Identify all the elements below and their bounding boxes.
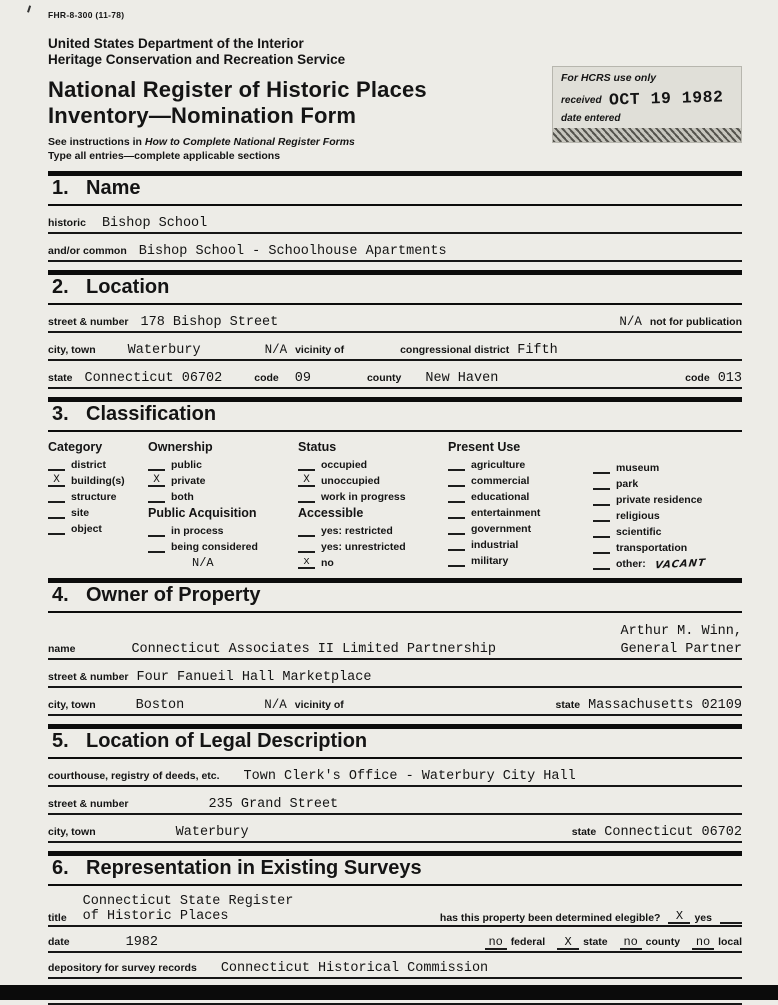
checkbox-blank: X — [148, 475, 165, 487]
checkbox-park — [593, 477, 742, 490]
field-city-town — [48, 343, 742, 361]
owner-vicinity-na: N/A — [264, 698, 287, 712]
owner-street-value: Four Fanueil Hall Marketplace — [136, 670, 372, 685]
checkbox-label: commercial — [471, 475, 530, 487]
state-level-label: state — [583, 936, 608, 948]
checkbox-label: park — [616, 478, 639, 490]
checkbox-district — [48, 458, 148, 471]
form-number: FHR-8-300 (11-78) — [48, 10, 125, 20]
checkbox-label: occupied — [321, 459, 368, 471]
street-value: 178 Bishop Street — [140, 315, 279, 330]
county-mark: no — [620, 936, 642, 950]
checkbox-blank — [298, 459, 315, 471]
field-survey-title — [48, 894, 742, 927]
checkbox-label: in process — [171, 525, 224, 537]
code1-value: 09 — [294, 371, 311, 386]
owner-state-label: state — [555, 699, 581, 711]
checkbox-blank — [298, 491, 315, 503]
category-column — [48, 440, 148, 570]
checkbox-blank — [48, 491, 65, 503]
received-date-stamp: OCT 19 1982 — [608, 87, 724, 110]
checkbox-scientific — [593, 525, 742, 538]
owner-vicinity-label: vicinity of — [294, 699, 344, 711]
checkbox-site — [48, 506, 148, 519]
checkbox-label: site — [71, 507, 90, 519]
federal-mark: no — [485, 936, 507, 950]
owner-street-label: street & number — [48, 671, 129, 683]
checkbox-museum — [593, 461, 742, 474]
checkbox-agriculture — [448, 458, 593, 471]
county-value: New Haven — [425, 371, 499, 386]
checkbox-label: being considered — [171, 541, 258, 553]
checkbox-label: private — [171, 475, 206, 487]
owner-state-value: Massachusetts 02109 — [588, 698, 742, 713]
department-lines — [48, 36, 742, 68]
present-use-column-1 — [448, 440, 593, 570]
checkbox-private — [148, 474, 298, 487]
section-1-title: Name — [86, 177, 141, 199]
courthouse-label: courthouse, registry of deeds, etc. — [48, 770, 220, 782]
section-2-number: 2. — [52, 276, 69, 298]
federal-label: federal — [510, 936, 546, 948]
eligible-question-label: has this property been determined elegible? — [439, 912, 661, 924]
checkbox-blank: x — [298, 557, 315, 569]
survey-title-line-1: Connecticut State Register — [82, 894, 294, 909]
checkbox-label: district — [71, 459, 107, 471]
historic-value: Bishop School — [101, 216, 208, 231]
checkbox-label: museum — [616, 462, 660, 474]
checkbox-private-residence — [593, 493, 742, 506]
checkbox-blank — [48, 459, 65, 471]
checkbox-blank — [593, 558, 610, 570]
owner-name-value: Connecticut Associates II Limited Partnership — [131, 642, 496, 657]
legal-state-value: Connecticut 06702 — [604, 825, 742, 840]
depository-label: depository for survey records — [48, 962, 197, 974]
section-4-title: Owner of Property — [86, 584, 261, 606]
checkbox-blank — [593, 526, 610, 538]
checkbox-label: government — [471, 523, 532, 535]
field-owner-city — [48, 698, 742, 716]
checkbox-being-considered — [148, 540, 298, 553]
date-entered-row — [561, 113, 733, 124]
city-value: Waterbury — [127, 343, 201, 358]
field-historic-name — [48, 216, 742, 234]
department-line-1: United States Department of the Interior — [48, 36, 304, 51]
field-owner-name — [48, 642, 742, 660]
not-for-publication-label: not for publication — [649, 316, 742, 328]
checkbox-blank — [48, 523, 65, 535]
checkbox-label: religious — [616, 510, 660, 522]
checkbox-blank — [448, 539, 465, 551]
not-for-publication-na: N/A — [619, 315, 642, 329]
legal-street-label: street & number — [48, 798, 129, 810]
congressional-district-label: congressional district — [400, 344, 510, 356]
date-entered-label: date entered — [561, 113, 621, 124]
field-depository — [48, 961, 742, 979]
field-street-number — [48, 315, 742, 333]
checkbox-label: both — [171, 491, 194, 503]
field-survey-date — [48, 935, 742, 953]
section-4-heading — [48, 578, 742, 613]
section-3-number: 3. — [52, 403, 69, 425]
checkbox-occupied — [298, 458, 448, 471]
checkbox-transportation — [593, 541, 742, 554]
code2-value: 013 — [717, 371, 742, 386]
checkbox-blank — [593, 462, 610, 474]
checkbox-industrial — [448, 538, 593, 551]
owner-partner-title: General Partner — [620, 642, 742, 657]
scan-pen-mark — [27, 5, 34, 13]
owner-partner-name: Arthur M. Winn, — [620, 624, 742, 639]
checkbox-blank — [148, 459, 165, 471]
depository-value: Connecticut Historical Commission — [220, 961, 489, 976]
hcrs-use-box — [552, 66, 742, 143]
scan-bottom-bar — [0, 985, 778, 1000]
checkbox-blank — [448, 523, 465, 535]
section-6-number: 6. — [52, 857, 69, 879]
section-1-heading — [48, 171, 742, 206]
field-state-county — [48, 371, 742, 389]
state-mark: X — [557, 936, 579, 950]
checkbox-government — [448, 522, 593, 535]
checkbox-blank: X — [48, 475, 65, 487]
checkbox-blank — [593, 542, 610, 554]
checkbox-object — [48, 522, 148, 535]
code1-label: code — [254, 372, 279, 384]
status-column — [298, 440, 448, 570]
present-use-column-2 — [593, 440, 742, 570]
checkbox-yes-unrestricted — [298, 540, 448, 553]
eligible-yes-label: yes — [694, 912, 712, 924]
section-2-heading — [48, 270, 742, 305]
congressional-district-value: Fifth — [517, 343, 558, 358]
checkbox-label: transportation — [616, 542, 688, 554]
historic-label: historic — [48, 217, 86, 229]
checkbox-label: scientific — [616, 526, 662, 538]
form-title-line-2: Inventory—Nomination Form — [48, 103, 357, 128]
department-line-2: Heritage Conservation and Recreation Service — [48, 52, 346, 67]
checkbox-blank — [298, 525, 315, 537]
county-label: county — [366, 372, 402, 384]
checkbox-blank — [448, 555, 465, 567]
checkbox-public — [148, 458, 298, 471]
legal-state-label: state — [571, 826, 597, 838]
checkbox-yes-restricted — [298, 524, 448, 537]
state-label: state — [48, 372, 73, 384]
section-1-number: 1. — [52, 177, 69, 199]
city-label: city, town — [48, 344, 96, 356]
checkbox-label: yes: restricted — [321, 525, 393, 537]
owner-city-value: Boston — [135, 698, 185, 713]
checkbox-unoccupied — [298, 474, 448, 487]
checkbox-label: structure — [71, 491, 117, 503]
checkbox-label: yes: unrestricted — [321, 541, 406, 553]
checkbox-label: public — [171, 459, 202, 471]
form-title-line-1: National Register of Historic Places — [48, 77, 427, 102]
checkbox-label: military — [471, 555, 509, 567]
legal-city-value: Waterbury — [175, 825, 249, 840]
checkbox-educational — [448, 490, 593, 503]
section-3-heading — [48, 397, 742, 432]
ownership-header: Ownership — [148, 440, 213, 454]
local-label: local — [718, 936, 742, 948]
checkbox-blank — [448, 459, 465, 471]
status-header: Status — [298, 440, 337, 454]
accessible-header: Accessible — [298, 506, 364, 520]
local-mark: no — [692, 936, 714, 950]
section-3-title: Classification — [86, 403, 217, 425]
received-row — [561, 89, 733, 108]
category-header: Category — [48, 440, 103, 454]
checkbox-label: no — [321, 557, 334, 569]
checkbox-label: building(s) — [71, 475, 125, 487]
checkbox-both — [148, 490, 298, 503]
section-2-title: Location — [86, 276, 170, 298]
checkbox-label: agriculture — [471, 459, 526, 471]
section-6-title: Representation in Existing Surveys — [86, 857, 422, 879]
legal-city-label: city, town — [48, 826, 96, 838]
survey-date-label: date — [48, 936, 70, 948]
state-value: Connecticut 06702 — [84, 371, 223, 386]
checkbox-structure — [48, 490, 148, 503]
survey-title-value — [83, 894, 294, 924]
checkbox-label: other: — [616, 558, 646, 570]
section-5-number: 5. — [52, 730, 69, 752]
instructions-line-2: Type all entries—complete applicable sections — [48, 149, 281, 162]
checkbox-commercial — [448, 474, 593, 487]
eligible-yes-mark: X — [668, 910, 690, 924]
checkbox-blank — [148, 491, 165, 503]
checkbox-label: entertainment — [471, 507, 541, 519]
acquisition-na: N/A — [192, 556, 214, 570]
checkbox-label: educational — [471, 491, 530, 503]
other-use-handwritten-value: VACANT — [654, 557, 707, 572]
instructions-manual-title: How to Complete National Register Forms — [144, 136, 355, 148]
survey-title-line-2: of Historic Places — [82, 909, 229, 924]
county-level-label: county — [645, 936, 681, 948]
field-legal-street — [48, 797, 742, 815]
checkbox-blank: X — [298, 475, 315, 487]
survey-date-value: 1982 — [125, 935, 158, 950]
ownership-column — [148, 440, 298, 570]
owner-city-label: city, town — [48, 699, 96, 711]
checkbox-blank — [48, 507, 65, 519]
common-value: Bishop School - Schoolhouse Apartments — [138, 244, 447, 259]
checkbox-in-process — [148, 524, 298, 537]
checkbox-blank — [593, 494, 610, 506]
common-label: and/or common — [48, 245, 127, 257]
field-common-name — [48, 244, 742, 262]
field-owner-street — [48, 670, 742, 688]
checkbox-entertainment — [448, 506, 593, 519]
survey-title-label: title — [48, 912, 67, 924]
courthouse-value: Town Clerk's Office - Waterbury City Hall — [243, 769, 576, 784]
stamp-scribble — [553, 128, 741, 142]
checkbox-blank — [593, 478, 610, 490]
checkbox-buildings — [48, 474, 148, 487]
vicinity-label: vicinity of — [295, 344, 345, 356]
checkbox-blank — [448, 491, 465, 503]
section-5-heading — [48, 724, 742, 759]
checkbox-military — [448, 554, 593, 567]
received-label: received — [561, 95, 602, 106]
classification-grid — [48, 440, 742, 570]
checkbox-label: work in progress — [321, 491, 406, 503]
checkbox-blank — [148, 525, 165, 537]
checkbox-religious — [593, 509, 742, 522]
checkbox-label: industrial — [471, 539, 519, 551]
code2-label: code — [685, 372, 710, 384]
present-use-header: Present Use — [448, 440, 521, 454]
checkbox-label: unoccupied — [321, 475, 380, 487]
section-6-heading — [48, 851, 742, 886]
instructions-prefix: See instructions in — [48, 136, 145, 148]
checkbox-label: private residence — [616, 494, 703, 506]
owner-extra-line — [48, 621, 742, 639]
checkbox-blank — [298, 541, 315, 553]
checkbox-no — [298, 556, 448, 569]
legal-street-value: 235 Grand Street — [208, 797, 339, 812]
street-label: street & number — [48, 316, 129, 328]
eligible-no-blank — [720, 910, 742, 924]
checkbox-blank — [593, 510, 610, 522]
field-courthouse — [48, 769, 742, 787]
section-4-number: 4. — [52, 584, 69, 606]
checkbox-blank — [148, 541, 165, 553]
field-legal-city — [48, 825, 742, 843]
public-acquisition-header: Public Acquisition — [148, 506, 257, 520]
checkbox-blank — [448, 507, 465, 519]
checkbox-blank — [448, 475, 465, 487]
owner-name-label: name — [48, 643, 76, 655]
checkbox-work-in-progress — [298, 490, 448, 503]
section-5-title: Location of Legal Description — [86, 730, 368, 752]
vicinity-na: N/A — [264, 343, 288, 357]
checkbox-other — [593, 557, 742, 570]
hcrs-title: For HCRS use only — [561, 72, 657, 84]
checkbox-label: object — [71, 523, 102, 535]
